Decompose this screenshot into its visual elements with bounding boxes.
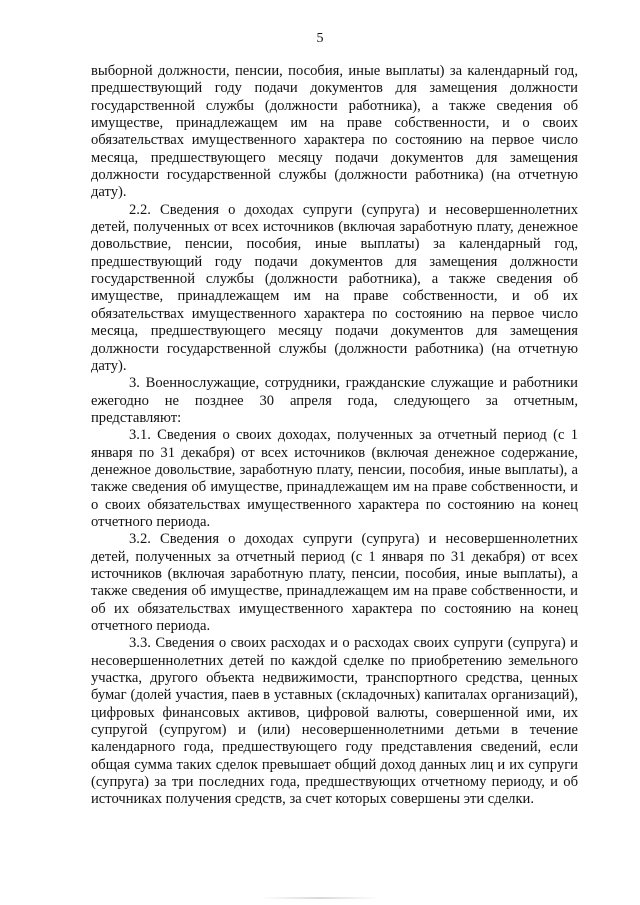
paragraph-3-3: 3.3. Сведения о своих расходах и о расходах своих супруги (супруга) и несовершеннолетних детей по каждой сделке по приобретению земельного участка, другого объекта недвижимости, транспортного средства, ценных бумаг (долей участия, паев в уставных (складочных) капиталах организаций), цифровых финансовых активов, цифровой валюты, совершенной ими, их супругой (супругом) и (или) несовершеннолетними детьми в течение календарного года, предшествующего году представления сведений, если общая сумма таких сделок превышает общий доход данных лиц и их супруги (супруга) за три последних года, предшествующих отчетному периоду, и об источниках получения средств, за счет которых совершены эти сделки. (91, 635, 578, 808)
paragraph-2-2: 2.2. Сведения о доходах супруги (супруга) и несовершеннолетних детей, полученных от всех источников (включая заработную плату, денежное довольствие, пенсии, пособия, иные выплаты) за календарный год, предшествующий году подачи документов для замещения должности государственной службы (должности работника), а также сведения об имуществе, принадлежащем им на праве собственности, и об их обязательствах имущественного характера по состоянию на первое число месяца, предшествующего месяцу подачи документов для замещения должности государственной службы (должности работника) (на отчетную дату). (91, 201, 578, 374)
document-body (91, 63, 578, 809)
paragraph-3-2: 3.2. Сведения о доходах супруги (супруга) и несовершеннолетних детей, полученных за отчетный период (с 1 января по 31 декабря) от всех источников (включая заработную плату, пенсии, пособия, иные выплаты), а также сведения об имуществе, принадлежащем им на праве собственности, и об их обязательствах имущественного характера по состоянию на конец отчетного периода. (91, 531, 578, 634)
page-number: 5 (316, 31, 324, 46)
paragraph-continuation: выборной должности, пенсии, пособия, иные выплаты) за календарный год, предшествующий году подачи документов для замещения должности государственной службы (должности работника), а также сведения об имуществе, принадлежащем им на праве собственности, и о своих обязательствах имущественного характера по состоянию на первое число месяца, предшествующего месяцу подачи документов для замещения должности государственной службы (должности работника) (на отчетную дату). (91, 63, 578, 201)
paragraph-3-1: 3.1. Сведения о своих доходах, полученных за отчетный период (с 1 января по 31 декабря) от всех источников (включая денежное содержание, денежное довольствие, заработную плату, пенсии, пособия, иные выплаты), а также сведения об имуществе, принадлежащем им на праве собственности, и о своих обязательствах имущественного характера по состоянию на конец отчетного периода. (91, 427, 578, 530)
paragraph-3: 3. Военнослужащие, сотрудники, гражданские служащие и работники ежегодно не позднее 30 апреля года, следующего за отчетным, представляют: (91, 375, 578, 426)
scan-edge-mark (260, 897, 380, 899)
